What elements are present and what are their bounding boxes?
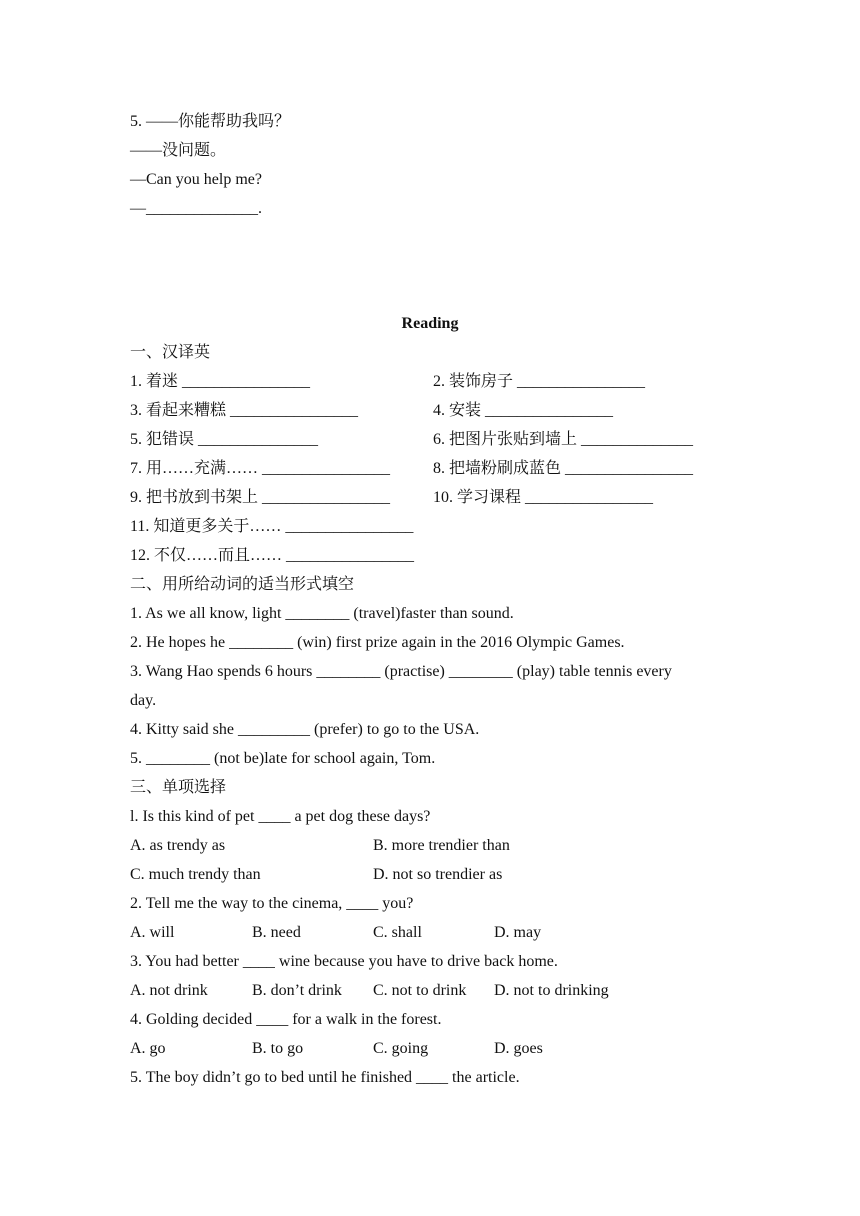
- translation-item: 11. 知道更多关于…… ________________: [130, 518, 414, 535]
- question-option: D. goes: [494, 1040, 543, 1057]
- fill-in-line: 2. He hopes he ________ (win) first prize again in the 2016 Olympic Games.: [130, 634, 625, 651]
- question-option: B. more trendier than: [373, 837, 510, 854]
- translation-item: 8. 把墙粉刷成蓝色 ________________: [433, 460, 694, 477]
- fill-in-line: day.: [130, 692, 157, 709]
- translation-item: 5. 犯错误 _______________: [130, 431, 319, 448]
- question-option: C. shall: [373, 924, 422, 941]
- question-stem: 3. You had better ____ wine because you have to drive back home.: [130, 953, 558, 970]
- question-option: D. not to drinking: [494, 982, 609, 999]
- translation-item: 9. 把书放到书架上 ________________: [130, 489, 391, 506]
- translation-item: 6. 把图片张贴到墙上 ______________: [433, 431, 694, 448]
- question-stem: l. Is this kind of pet ____ a pet dog these days?: [130, 808, 431, 825]
- translation-item: 4. 安装 ________________: [433, 402, 614, 419]
- translation-item: 3. 看起来糟糕 ________________: [130, 402, 359, 419]
- question-option: B. don’t drink: [252, 982, 342, 999]
- question-option: D. may: [494, 924, 542, 941]
- dialog-question-cn: 5. ——你能帮助我吗？: [130, 113, 291, 130]
- fill-in-line: 5. ________ (not be)late for school again, Tom.: [130, 750, 436, 767]
- dialog-answer-cn: ——没问题。: [130, 142, 227, 159]
- translation-item: 7. 用……充满…… ________________: [130, 460, 391, 477]
- section3-heading: 三、单项选择: [130, 779, 227, 796]
- fill-in-line: 4. Kitty said she _________ (prefer) to go to the USA.: [130, 721, 480, 738]
- dialog-answer-blank: —______________.: [130, 200, 262, 217]
- fill-in-line: 3. Wang Hao spends 6 hours ________ (practise) ________ (play) table tennis every: [130, 663, 672, 680]
- section2-heading: 二、用所给动词的适当形式填空: [130, 576, 355, 593]
- fill-in-line: 1. As we all know, light ________ (travel)faster than sound.: [130, 605, 514, 622]
- question-stem: 4. Golding decided ____ for a walk in the forest.: [130, 1011, 442, 1028]
- question-stem: 2. Tell me the way to the cinema, ____ you?: [130, 895, 414, 912]
- translation-item: 10. 学习课程 ________________: [433, 489, 654, 506]
- translation-item: 12. 不仅……而且…… ________________: [130, 547, 415, 564]
- section1-heading: 一、汉译英: [130, 344, 211, 361]
- question-option: A. not drink: [130, 982, 208, 999]
- question-option: A. as trendy as: [130, 837, 226, 854]
- translation-item: 2. 装饰房子 ________________: [433, 373, 646, 390]
- question-option: B. to go: [252, 1040, 304, 1057]
- dialog-question-en: —Can you help me?: [130, 171, 262, 188]
- question-option: B. need: [252, 924, 301, 941]
- question-option: C. much trendy than: [130, 866, 261, 883]
- question-option: C. going: [373, 1040, 429, 1057]
- question-option: A. will: [130, 924, 175, 941]
- reading-title: Reading: [401, 315, 459, 332]
- question-option: D. not so trendier as: [373, 866, 503, 883]
- question-stem: 5. The boy didn’t go to bed until he finished ____ the article.: [130, 1069, 520, 1086]
- question-option: C. not to drink: [373, 982, 467, 999]
- translation-item: 1. 着迷 ________________: [130, 373, 311, 390]
- question-option: A. go: [130, 1040, 166, 1057]
